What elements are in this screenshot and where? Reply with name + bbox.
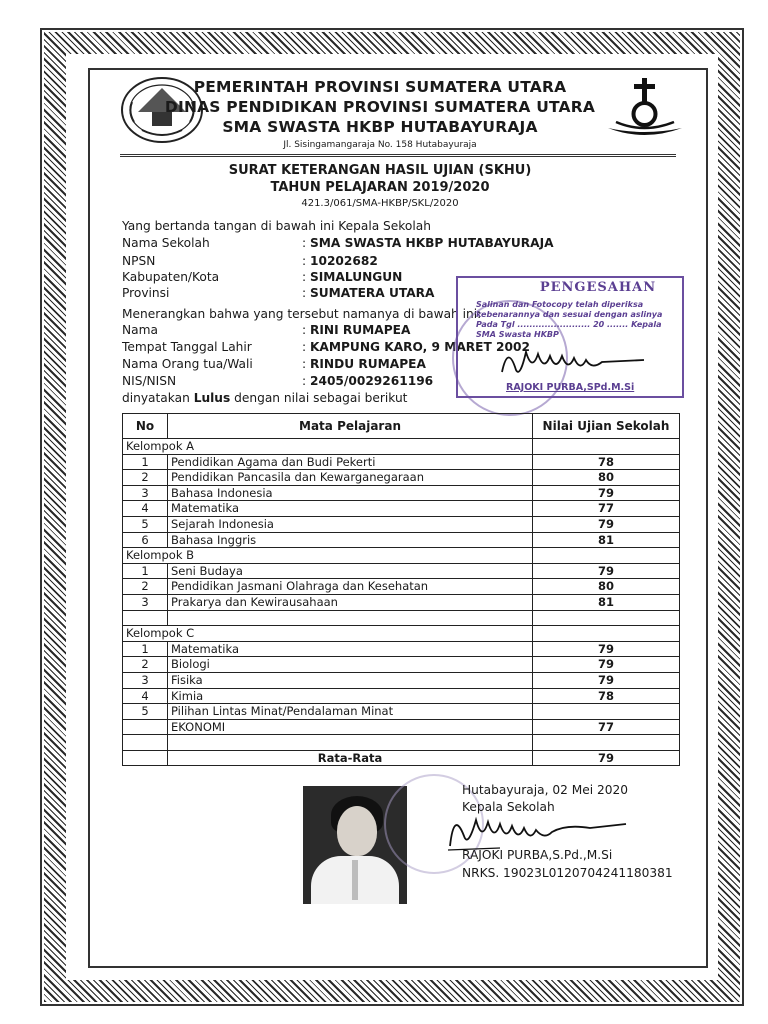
student-name-value: : RINI RUMAPEA (302, 323, 411, 337)
province-value: : SUMATERA UTARA (302, 286, 435, 300)
header-line-1: PEMERINTAH PROVINSI SUMATERA UTARA (193, 78, 567, 96)
table-row: 3 Bahasa Indonesia 79 (123, 485, 680, 501)
grades-table (122, 413, 680, 766)
group-c-label: Kelompok C (123, 626, 533, 642)
group-c-row (123, 626, 680, 642)
stamp-name: RAJOKI PURBA,SPd.M.Si (506, 382, 635, 393)
table-row: EKONOMI 77 (123, 719, 680, 735)
table-row: 4 Kimia 78 (123, 688, 680, 704)
regency-label: Kabupaten/Kota (122, 270, 220, 284)
hkbp-cross-emblem-icon (604, 76, 686, 140)
table-row-empty (123, 610, 680, 626)
average-row (123, 750, 680, 766)
header-line-3: SMA SWASTA HKBP HUTABAYURAJA (222, 118, 538, 136)
table-row: 5 Pilihan Lintas Minat/Pendalaman Minat (123, 704, 680, 720)
table-row: 2 Pendidikan Jasmani Olahraga dan Kesehatan 80 (123, 579, 680, 595)
document-year: TAHUN PELAJARAN 2019/2020 (270, 180, 490, 195)
table-row: 6 Bahasa Inggris 81 (123, 532, 680, 548)
student-name-label: Nama (122, 323, 158, 337)
province-label: Provinsi (122, 286, 170, 300)
table-row: 5 Sejarah Indonesia 79 (123, 516, 680, 532)
average-label: Rata-Rata (168, 750, 533, 766)
principal-nrks: NRKS. 19023L0120704241180381 (462, 866, 673, 880)
parent-value: : RINDU RUMAPEA (302, 357, 426, 371)
col-score-header: Nilai Ujian Sekolah (533, 414, 680, 439)
place-date: Hutabayuraja, 02 Mei 2020 (462, 783, 629, 797)
npsn-value: : 10202682 (302, 254, 378, 268)
regency-value: : SIMALUNGUN (302, 270, 403, 284)
school-name-label: Nama Sekolah (122, 236, 210, 250)
stamp-signature-icon (498, 342, 648, 382)
col-no-header: No (123, 414, 168, 439)
birth-label: Tempat Tanggal Lahir (122, 340, 252, 354)
group-a-label: Kelompok A (123, 439, 533, 455)
header-divider (120, 154, 676, 155)
table-row: 1 Pendidikan Agama dan Budi Pekerti 78 (123, 454, 680, 470)
principal-name: RAJOKI PURBA,S.Pd.,M.Si (462, 848, 613, 862)
document-number: 421.3/061/SMA-HKBP/SKL/2020 (301, 198, 459, 209)
average-value: 79 (533, 750, 680, 766)
group-a-row (123, 439, 680, 455)
col-subject-header: Mata Pelajaran (168, 414, 533, 439)
table-row: 2 Biologi 79 (123, 657, 680, 673)
stamp-title: PENGESAHAN (539, 280, 657, 295)
nis-label: NIS/NISN (122, 374, 177, 388)
table-row: 3 Prakarya dan Kewirausahaan 81 (123, 594, 680, 610)
stamp-text: Salinan dan Fotocopy telah diperiksa kebenarannya dan sesuai dengan aslinya Pada Tgl ........................ 20 ....... Kepala SMA Swasta HKBP (476, 300, 663, 339)
nis-value: : 2405/0029261196 (302, 374, 434, 388)
table-row: 2 Pendidikan Pancasila dan Kewarganegaraan 80 (123, 470, 680, 486)
table-row: 1 Matematika 79 (123, 641, 680, 657)
signature-role: Kepala Sekolah (462, 800, 555, 814)
birth-value: : KAMPUNG KARO, 9 MARET 2002 (302, 340, 530, 354)
table-header-row (123, 414, 680, 439)
table-row: 3 Fisika 79 (123, 672, 680, 688)
declared-text: dinyatakan Lulus dengan nilai sebagai berikut (122, 391, 408, 405)
group-b-row (123, 548, 680, 564)
table-row: 1 Seni Budaya 79 (123, 563, 680, 579)
table-row-empty (123, 735, 680, 751)
table-row: 4 Matematika 77 (123, 501, 680, 517)
npsn-label: NPSN (122, 254, 156, 268)
school-address: Jl. Sisingamangaraja No. 158 Hutabayuraja (283, 140, 477, 150)
parent-label: Nama Orang tua/Wali (122, 357, 253, 371)
group-b-label: Kelompok B (123, 548, 533, 564)
explain-text: Menerangkan bahwa yang tersebut namanya di bawah ini: (122, 307, 482, 321)
header-divider-2 (120, 156, 676, 157)
school-name-value: : SMA SWASTA HKBP HUTABAYURAJA (302, 236, 554, 250)
header-line-2: DINAS PENDIDIKAN PROVINSI SUMATERA UTARA (164, 98, 596, 116)
document-title: SURAT KETERANGAN HASIL UJIAN (SKHU) (228, 163, 532, 178)
intro-text: Yang bertanda tangan di bawah ini Kepala Sekolah (122, 219, 431, 233)
